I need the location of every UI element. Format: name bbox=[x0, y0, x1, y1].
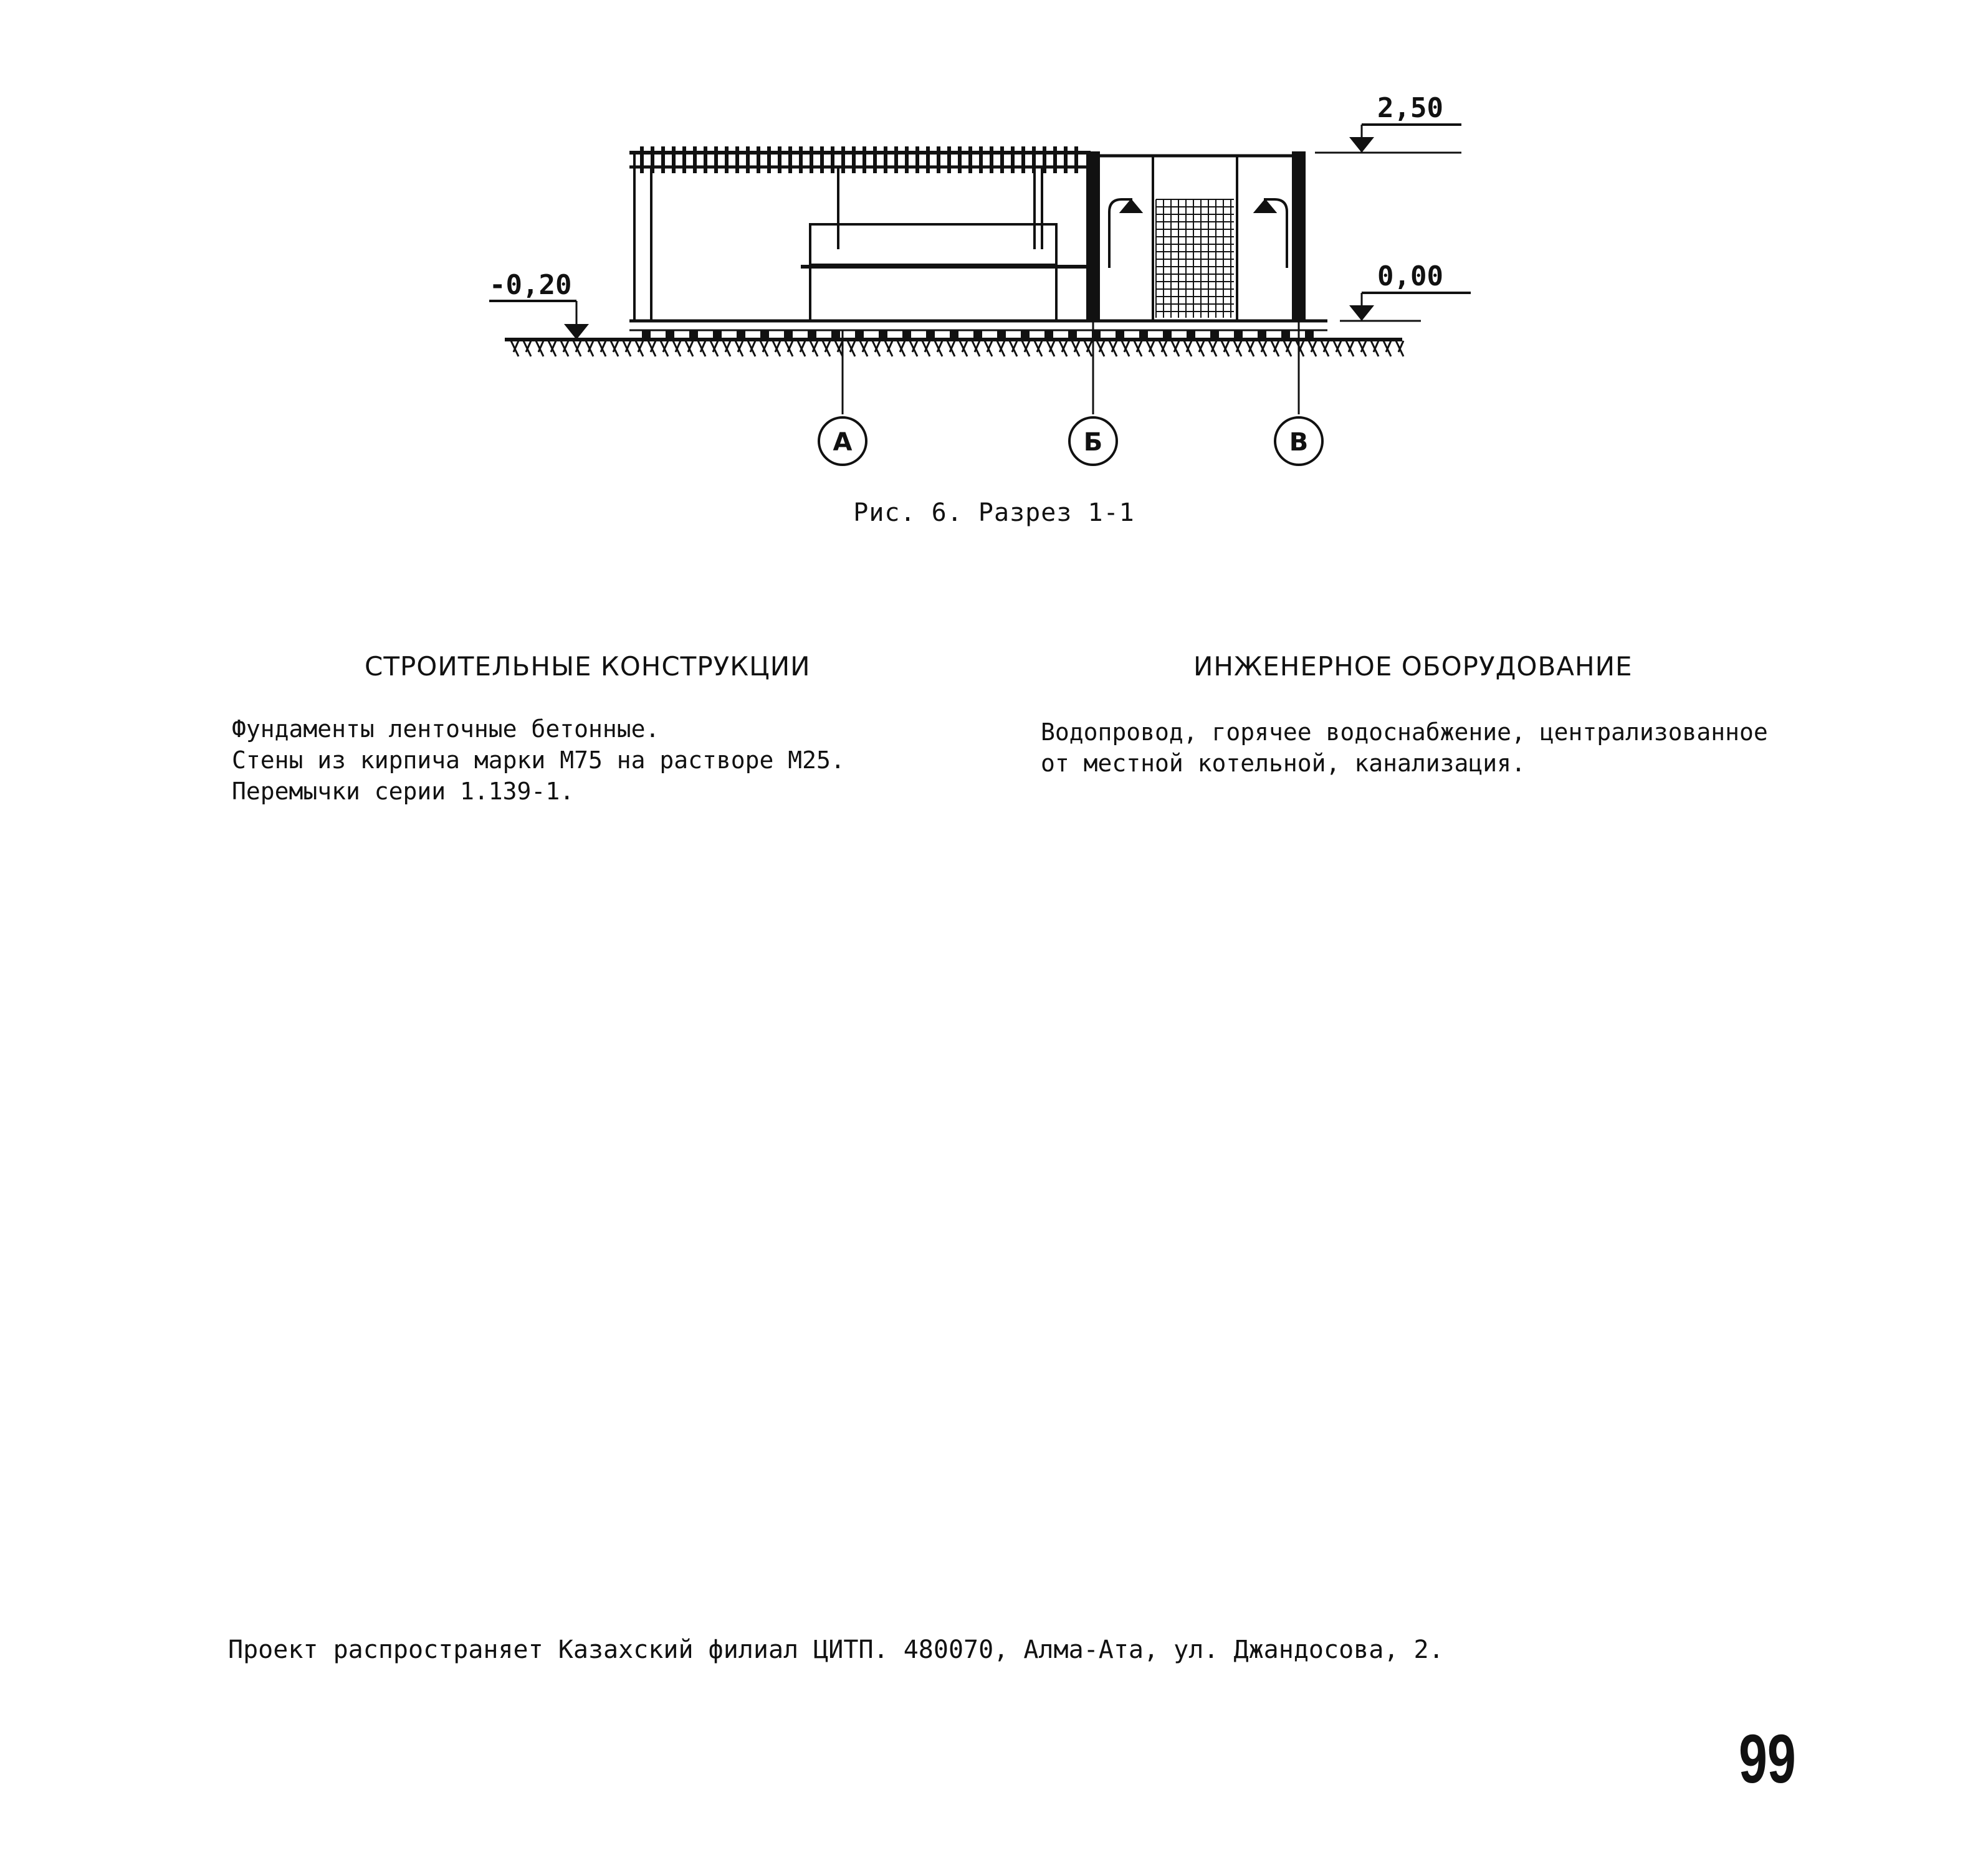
sleeper bbox=[902, 330, 911, 340]
sleeper bbox=[1305, 330, 1314, 340]
sleeper bbox=[950, 330, 958, 340]
counter-lower bbox=[810, 265, 1056, 321]
page-number: 99 bbox=[1739, 1721, 1796, 1797]
sleeper bbox=[879, 330, 887, 340]
counter-upper bbox=[810, 224, 1056, 265]
sleeper bbox=[666, 330, 674, 340]
construction-text bbox=[232, 713, 845, 807]
floor-sleepers bbox=[642, 330, 1314, 340]
axis-label-B: Б bbox=[1083, 428, 1103, 457]
sleeper bbox=[1187, 330, 1195, 340]
engineering-line: от местной котельной, канализация. bbox=[1041, 750, 1526, 777]
sleeper bbox=[855, 330, 864, 340]
sleeper bbox=[1281, 330, 1290, 340]
sleeper bbox=[808, 330, 816, 340]
sleeper bbox=[1258, 330, 1266, 340]
window-grid bbox=[1156, 199, 1234, 318]
sleeper bbox=[973, 330, 982, 340]
section-title-construction: СТРОИТЕЛЬНЫЕ КОНСТРУКЦИИ bbox=[365, 651, 811, 682]
sleeper bbox=[1163, 330, 1172, 340]
level-top-arrow bbox=[1349, 137, 1374, 153]
sleeper bbox=[760, 330, 769, 340]
sleeper bbox=[784, 330, 793, 340]
wall-V bbox=[1293, 153, 1304, 321]
sleeper bbox=[926, 330, 935, 340]
sleeper bbox=[689, 330, 698, 340]
sleeper bbox=[1116, 330, 1124, 340]
level-top-label: 2,50 bbox=[1377, 92, 1443, 124]
section-title-engineering: ИНЖЕНЕРНОЕ ОБОРУДОВАНИЕ bbox=[1193, 651, 1633, 682]
engineering-line: Водопровод, горячее водоснабжение, централизованное bbox=[1041, 718, 1768, 746]
sleeper bbox=[1139, 330, 1148, 340]
sleeper bbox=[1021, 330, 1030, 340]
shower-right-head bbox=[1256, 201, 1274, 212]
pergola-slats bbox=[642, 146, 1076, 173]
sleeper bbox=[1044, 330, 1053, 340]
level-ground-arrow bbox=[564, 324, 589, 340]
construction-line: Фундаменты ленточные бетонные. bbox=[232, 715, 660, 743]
construction-line: Стены из кирпича марки М75 на растворе М25. bbox=[232, 746, 845, 774]
level-ground-label: -0,20 bbox=[489, 269, 572, 301]
shower-left-head bbox=[1122, 201, 1140, 212]
sleeper bbox=[713, 330, 722, 340]
axis-label-A: А bbox=[833, 428, 853, 457]
level-floor-arrow bbox=[1349, 305, 1374, 321]
sleeper bbox=[737, 330, 745, 340]
publisher-footer: Проект распространяет Казахский филиал ЦИТП. 480070, Алма-Ата, ул. Джандосова, 2. bbox=[228, 1636, 1444, 1664]
axis-label-V: В bbox=[1289, 428, 1309, 457]
sleeper bbox=[642, 330, 651, 340]
sleeper bbox=[831, 330, 840, 340]
construction-line: Перемычки серии 1.139-1. bbox=[232, 778, 575, 805]
sleeper bbox=[1210, 330, 1219, 340]
figure-caption: Рис. 6. Разрез 1-1 bbox=[853, 498, 1135, 527]
wall-B bbox=[1087, 153, 1099, 321]
ground-hatch bbox=[511, 341, 1403, 356]
engineering-text bbox=[1041, 717, 1768, 779]
sleeper bbox=[997, 330, 1006, 340]
level-floor-label: 0,00 bbox=[1377, 260, 1443, 292]
sleeper bbox=[1234, 330, 1243, 340]
sleeper bbox=[1068, 330, 1077, 340]
